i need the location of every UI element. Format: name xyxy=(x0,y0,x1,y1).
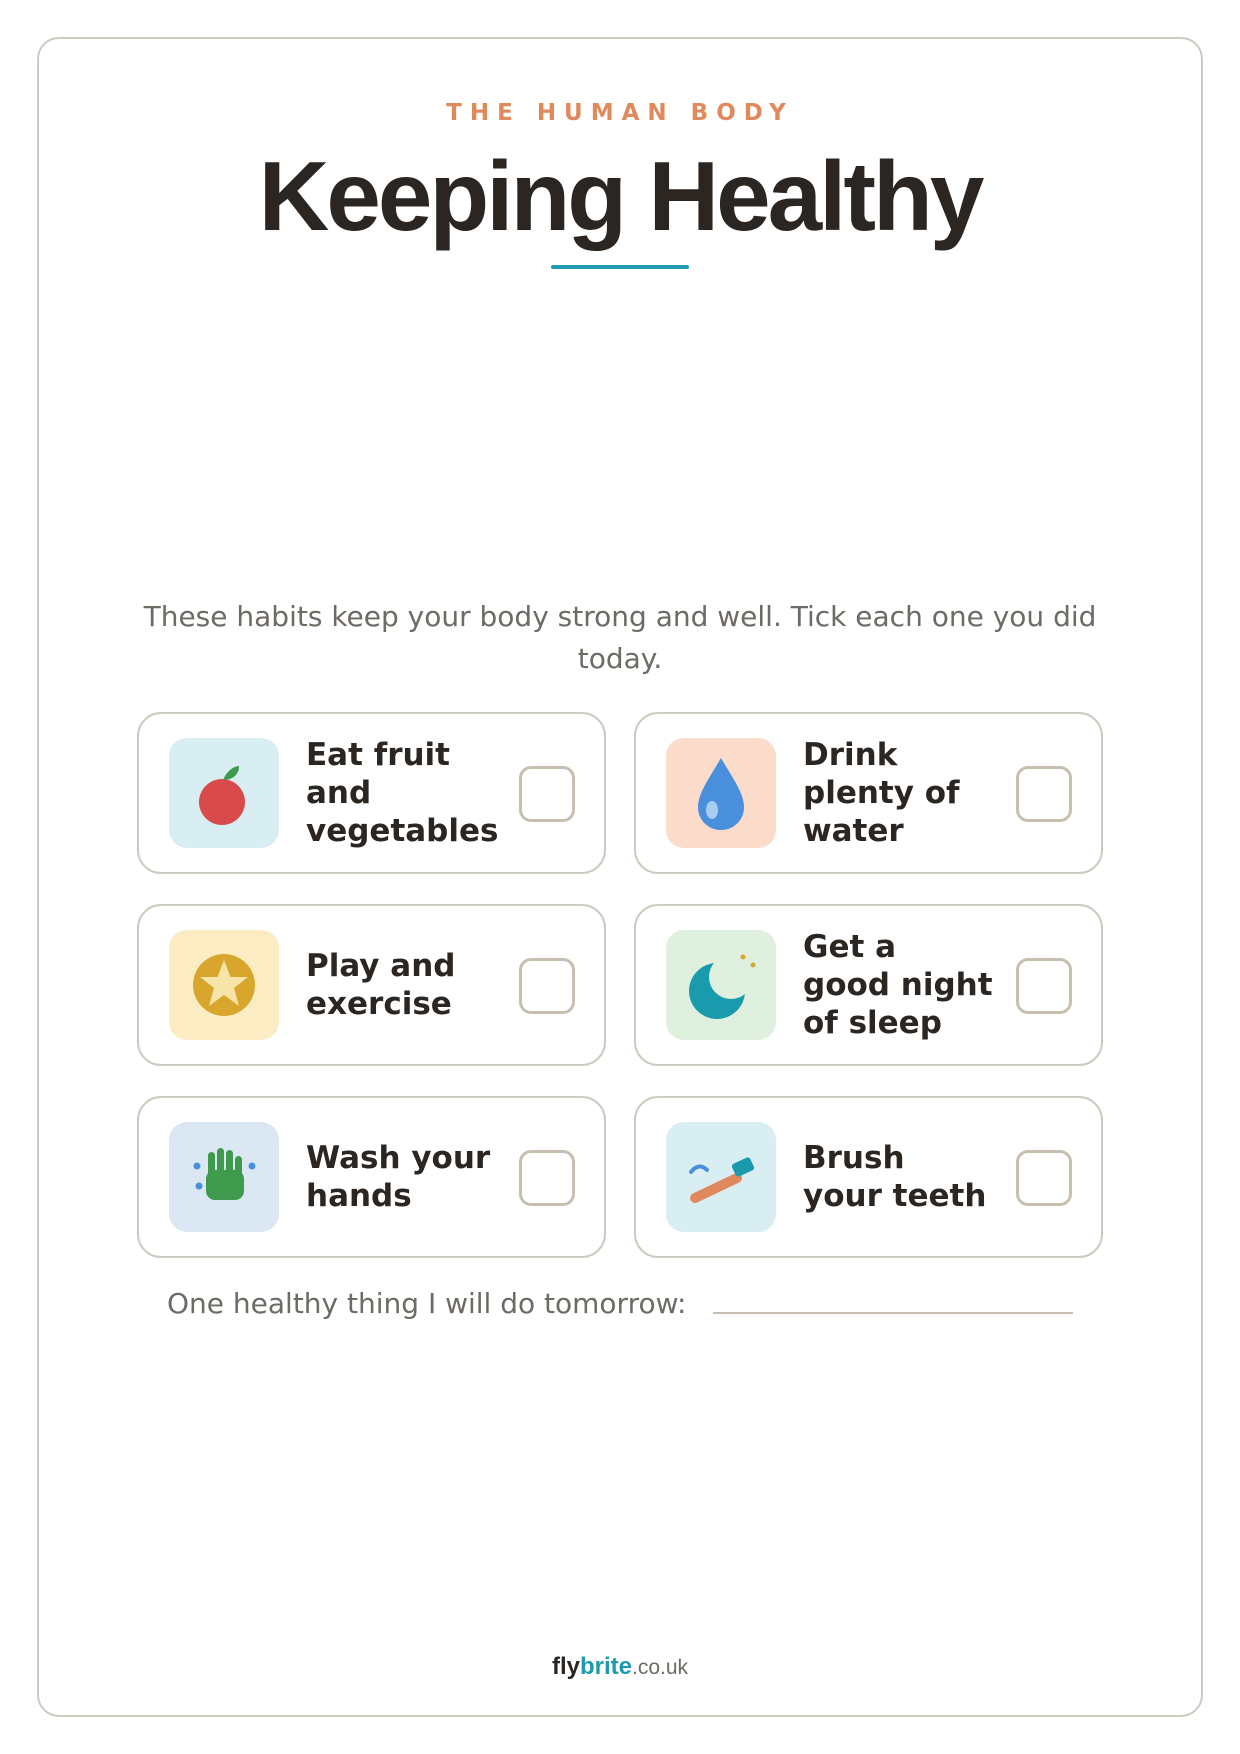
habit-card-fruit-veg xyxy=(137,712,606,874)
habit-checkbox-fruit-veg[interactable] xyxy=(519,766,575,822)
habit-icon-tile xyxy=(169,1122,279,1232)
habit-label: Get a good night of sleep xyxy=(803,929,993,1041)
section-eyebrow: THE HUMAN BODY xyxy=(446,100,794,126)
intro-text: These habits keep your body strong and well. Tick each one you did today. xyxy=(143,600,1097,675)
habit-card-wash-hands xyxy=(137,1096,606,1258)
habit-checkbox-brush-teeth[interactable] xyxy=(1016,1150,1072,1206)
habit-checkbox-water[interactable] xyxy=(1016,766,1072,822)
water-drop-icon xyxy=(686,753,756,833)
brand-footer xyxy=(0,1653,1240,1681)
brand-name-part: brite xyxy=(579,1653,632,1680)
apple-icon xyxy=(189,758,259,828)
habit-label: Eat fruit and vegetables xyxy=(306,737,499,849)
habit-icon-tile xyxy=(666,738,776,848)
habit-icon-tile xyxy=(169,738,279,848)
habit-label: Wash your hands xyxy=(306,1140,491,1214)
star-ball-icon xyxy=(189,950,259,1020)
brand-domain: .co.uk xyxy=(632,1656,689,1679)
habit-icon-tile xyxy=(666,930,776,1040)
habit-checkbox-exercise[interactable] xyxy=(519,958,575,1014)
habit-card-brush-teeth xyxy=(634,1096,1103,1258)
hand-icon xyxy=(189,1142,259,1212)
title-underline xyxy=(551,265,689,269)
moon-icon xyxy=(681,945,761,1025)
habit-card-water xyxy=(634,712,1103,874)
page-title: Keeping Healthy xyxy=(258,141,982,251)
habit-checkbox-sleep[interactable] xyxy=(1016,958,1072,1014)
tomorrow-answer-line[interactable] xyxy=(713,1312,1073,1314)
tomorrow-prompt-label: One healthy thing I will do tomorrow: xyxy=(167,1287,687,1320)
habit-checkbox-wash-hands[interactable] xyxy=(519,1150,575,1206)
habit-label: Drink plenty of water xyxy=(803,737,960,849)
habit-icon-tile xyxy=(666,1122,776,1232)
brand-name-part: fly xyxy=(551,1653,580,1680)
habit-card-exercise xyxy=(137,904,606,1066)
toothbrush-icon xyxy=(681,1142,761,1212)
habit-card-sleep xyxy=(634,904,1103,1066)
worksheet-page xyxy=(37,37,1203,1717)
habit-icon-tile xyxy=(169,930,279,1040)
habit-label: Play and exercise xyxy=(306,948,456,1022)
habit-label: Brush your teeth xyxy=(803,1140,987,1214)
